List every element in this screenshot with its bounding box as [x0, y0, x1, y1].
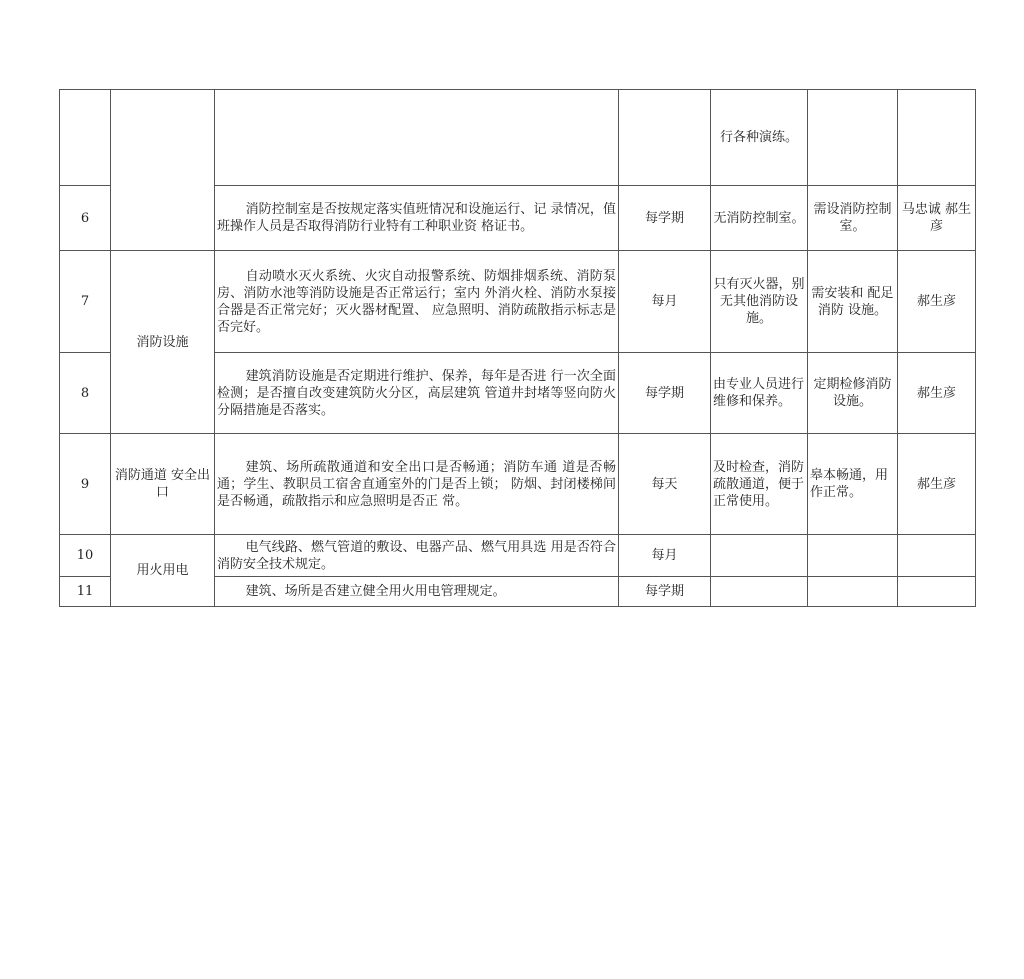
owner-text: 马忠诚 郝生彦 [898, 186, 976, 251]
category-cell-empty [111, 90, 215, 251]
row-number: 6 [60, 186, 111, 251]
check-frequency: 每月 [619, 535, 711, 577]
measure-text [808, 577, 898, 607]
table-row [60, 434, 976, 535]
table-row [60, 535, 976, 577]
measure-text: 皋本畅通，用作正常。 [808, 434, 898, 535]
row-number: 11 [60, 577, 111, 607]
status-text: 行各种演练。 [711, 90, 808, 186]
check-item [215, 90, 619, 186]
measure-text: 需安装和 配足消防 设施。 [808, 251, 898, 353]
owner-text: 郝生彦 [898, 353, 976, 434]
table-row [60, 90, 976, 186]
row-number: 9 [60, 434, 111, 535]
owner-text [898, 90, 976, 186]
check-frequency [619, 90, 711, 186]
check-item: 自动喷水灭火系统、火灾自动报警系统、防烟排烟系统、消防泵房、消防水池等消防设施是否正常运行；室内 外消火栓、消防水泵接合器是否正常完好；灭火器材配置、 应急照明、消防疏散指示标志是否完好。 [215, 251, 619, 353]
row-number: 7 [60, 251, 111, 353]
check-frequency: 每学期 [619, 577, 711, 607]
check-frequency: 每天 [619, 434, 711, 535]
check-item: 消防控制室是否按规定落实值班情况和设施运行、记 录情况，值班操作人员是否取得消防行业特有工种职业资 格证书。 [215, 186, 619, 251]
row-number: 10 [60, 535, 111, 577]
category-facilities: 消防设施 [111, 251, 215, 434]
measure-text: 定期检修消防设施。 [808, 353, 898, 434]
status-text: 及时检查，消防疏散通道，便于正常使用。 [711, 434, 808, 535]
check-frequency: 每学期 [619, 186, 711, 251]
status-text: 只有灭火器，别无其他消防设施。 [711, 251, 808, 353]
table-row [60, 251, 976, 353]
check-item: 建筑、场所是否建立健全用火用电管理规定。 [215, 577, 619, 607]
owner-text [898, 577, 976, 607]
check-item: 建筑、场所疏散通道和安全出口是否畅通；消防车通 道是否畅通；学生、教职员工宿舍直通室外的门是否上锁； 防烟、封闭楼梯间是否畅通，疏散指示和应急照明是否正 常。 [215, 434, 619, 535]
owner-text: 郝生彦 [898, 434, 976, 535]
owner-text [898, 535, 976, 577]
row-number [60, 90, 111, 186]
category-passage: 消防通道 安全出口 [111, 434, 215, 535]
check-item: 电气线路、燃气管道的敷设、电器产品、燃气用具选 用是否符合消防安全技术规定。 [215, 535, 619, 577]
owner-text: 郝生彦 [898, 251, 976, 353]
status-text [711, 535, 808, 577]
category-fire-electric: 用火用电 [111, 535, 215, 607]
measure-text [808, 535, 898, 577]
check-frequency: 每学期 [619, 353, 711, 434]
status-text: 由专业人员进行维修和保养。 [711, 353, 808, 434]
status-text [711, 577, 808, 607]
measure-text [808, 90, 898, 186]
status-text: 无消防控制室。 [711, 186, 808, 251]
check-frequency: 每月 [619, 251, 711, 353]
row-number: 8 [60, 353, 111, 434]
inspection-table [59, 89, 976, 607]
check-item: 建筑消防设施是否定期进行维护、保养，每年是否进 行一次全面检测；是否擅自改变建筑防火分区，高层建筑 管道井封堵等竖向防火分隔措施是否落实。 [215, 353, 619, 434]
measure-text: 需设消防控制室。 [808, 186, 898, 251]
